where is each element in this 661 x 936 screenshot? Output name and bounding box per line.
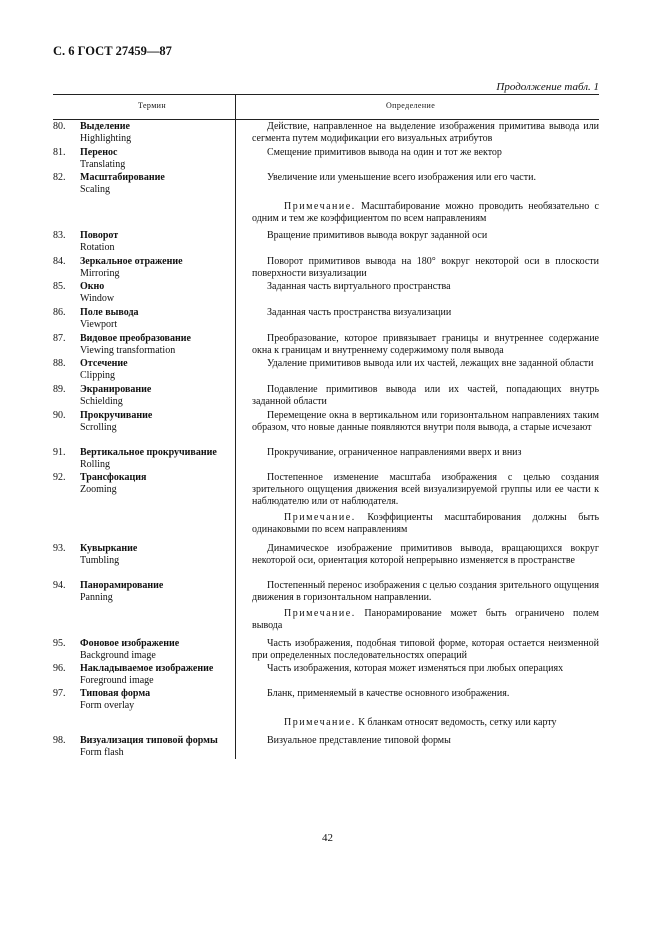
term-cell (53, 735, 233, 759)
note (252, 512, 599, 536)
definition: Подавление примитивов вывода или их частей, попадающих внутрь заданной области (252, 384, 599, 407)
term-number: 89. (53, 384, 66, 395)
note-text: Масштабирование можно проводить необязательно с одним и тем же коэффициентом по всем направлениям (252, 201, 599, 224)
term-number: 94. (53, 580, 66, 591)
column-header-term: Термин (138, 101, 167, 110)
note-label: Примечание. (284, 512, 356, 523)
term-number: 95. (53, 638, 66, 649)
definition: Поворот примитивов вывода на 180° вокруг некоторой оси в плоскости поверхности визуализации (252, 256, 599, 279)
term-ru: Видовое преобразование (80, 333, 191, 344)
term-number: 93. (53, 543, 66, 554)
term-ru: Окно (80, 281, 105, 292)
term-en: Panning (80, 592, 113, 603)
term-cell (53, 358, 233, 382)
page-number: 42 (322, 832, 333, 844)
term-en: Rolling (80, 459, 111, 470)
definition: Заданная часть виртуального пространства (267, 281, 451, 292)
header-column-divider (235, 94, 236, 118)
term-number: 98. (53, 735, 66, 746)
term-cell (53, 472, 233, 496)
term-number: 92. (53, 472, 66, 483)
term-ru: Панорамирование (80, 580, 164, 591)
definition: Перемещение окна в вертикальном или горизонтальном направлениях таким образом, что новые данные появляются внутри поля вывода, а старые исчезают (252, 410, 599, 433)
term-en: Foreground image (80, 675, 154, 686)
definition: Динамическое изображение примитивов вывода, вращающихся вокруг некоторой оси, ориентация которой непрерывно изменяется в пространстве (252, 543, 599, 566)
term-cell (53, 172, 233, 196)
term-number: 91. (53, 447, 66, 458)
term-en: Scrolling (80, 422, 117, 433)
term-cell (53, 281, 233, 305)
term-cell (53, 580, 233, 604)
term-cell (53, 333, 233, 357)
term-cell (53, 230, 233, 254)
term-en: Tumbling (80, 555, 120, 566)
definition: Увеличение или уменьшение всего изображения или его части. (267, 172, 536, 183)
term-en: Scaling (80, 184, 110, 195)
note-label: Примечание. (284, 717, 356, 728)
term-ru: Визуализация типовой формы (80, 735, 218, 746)
term-number: 83. (53, 230, 66, 241)
term-ru: Отсечение (80, 358, 128, 369)
table-continuation-label: Продолжение табл. 1 (496, 81, 599, 93)
term-cell (53, 447, 233, 471)
definition: Постепенное изменение масштаба изображения с целью создания зрительного ощущения движения всей визуализируемой группы или ее части к наблюдателю или от наблюдателя. (252, 472, 599, 507)
term-ru: Поворот (80, 230, 119, 241)
term-ru: Фоновое изображение (80, 638, 180, 649)
term-en: Schielding (80, 396, 123, 407)
term-ru: Типовая форма (80, 688, 151, 699)
definition: Вращение примитивов вывода вокруг заданной оси (267, 230, 488, 241)
term-number: 87. (53, 333, 66, 344)
term-en: Viewing transformation (80, 345, 176, 356)
term-cell (53, 543, 233, 567)
term-cell (53, 147, 233, 171)
definition: Часть изображения, которая может изменяться при любых операциях (267, 663, 564, 674)
term-number: 97. (53, 688, 66, 699)
term-cell (53, 256, 233, 280)
page-header: С. 6 ГОСТ 27459—87 (53, 44, 172, 58)
definition: Преобразование, которое привязывает границы и внутреннее содержание окна к границам и внутреннему содержимому поля вывода (252, 333, 599, 356)
term-ru: Прокручивание (80, 410, 153, 421)
term-number: 84. (53, 256, 66, 267)
term-en: Form flash (80, 747, 124, 758)
note (252, 717, 599, 729)
term-cell (53, 307, 233, 331)
definition: Действие, направленное на выделение изображения примитива вывода или сегмента путем модификации его визуальных атрибутов (252, 121, 599, 144)
term-en: Background image (80, 650, 156, 661)
term-cell (53, 410, 233, 434)
term-ru: Поле вывода (80, 307, 139, 318)
definition: Прокручивание, ограниченное направлениями вверх и вниз (267, 447, 522, 458)
term-ru: Зеркальное отражение (80, 256, 183, 267)
definition: Бланк, применяемый в качестве основного изображения. (267, 688, 510, 699)
term-en: Translating (80, 159, 126, 170)
definition: Визуальное представление типовой формы (267, 735, 451, 746)
term-cell (53, 688, 233, 712)
note-text: Коэффициенты масштабирования должны быть одинаковыми по всем направлениям (252, 512, 599, 535)
term-number: 80. (53, 121, 66, 132)
column-header-definition: Определение (386, 101, 436, 110)
term-en: Clipping (80, 370, 116, 381)
term-number: 86. (53, 307, 66, 318)
note (252, 201, 599, 225)
term-en: Form overlay (80, 700, 135, 711)
definition: Часть изображения, подобная типовой форме, которая остается неизменной при определенных последовательностях операций (252, 638, 599, 661)
column-divider (235, 118, 236, 759)
term-number: 85. (53, 281, 66, 292)
term-en: Zooming (80, 484, 117, 495)
note (252, 608, 599, 632)
term-number: 96. (53, 663, 66, 674)
term-number: 90. (53, 410, 66, 421)
table-header (53, 94, 599, 120)
term-ru: Вертикальное прокручивание (80, 447, 217, 458)
term-en: Highlighting (80, 133, 132, 144)
term-number: 81. (53, 147, 66, 158)
term-ru: Накладываемое изображение (80, 663, 214, 674)
term-number: 88. (53, 358, 66, 369)
definition: Заданная часть пространства визуализации (267, 307, 452, 318)
term-en: Rotation (80, 242, 115, 253)
note-label: Примечание. (284, 201, 356, 212)
term-ru: Трансфокация (80, 472, 147, 483)
term-ru: Экранирование (80, 384, 152, 395)
term-ru: Перенос (80, 147, 118, 158)
term-en: Mirroring (80, 268, 120, 279)
term-cell (53, 384, 233, 408)
term-ru: Выделение (80, 121, 130, 132)
term-en: Viewport (80, 319, 118, 330)
term-en: Window (80, 293, 115, 304)
term-ru: Масштабирование (80, 172, 165, 183)
term-number: 82. (53, 172, 66, 183)
definition: Постепенный перенос изображения с целью создания зрительного ощущения движения в горизонтальном направлении. (252, 580, 599, 603)
definition: Смещение примитивов вывода на один и тот же вектор (267, 147, 502, 158)
term-cell (53, 121, 233, 145)
definition: Удаление примитивов вывода или их частей, лежащих вне заданной области (267, 358, 594, 369)
term-ru: Кувыркание (80, 543, 138, 554)
note-text: К бланкам относят ведомость, сетку или карту (355, 717, 557, 728)
term-cell (53, 663, 233, 687)
note-text: Панорамирование может быть ограничено полем вывода (252, 608, 599, 631)
note-label: Примечание. (284, 608, 356, 619)
term-cell (53, 638, 233, 662)
